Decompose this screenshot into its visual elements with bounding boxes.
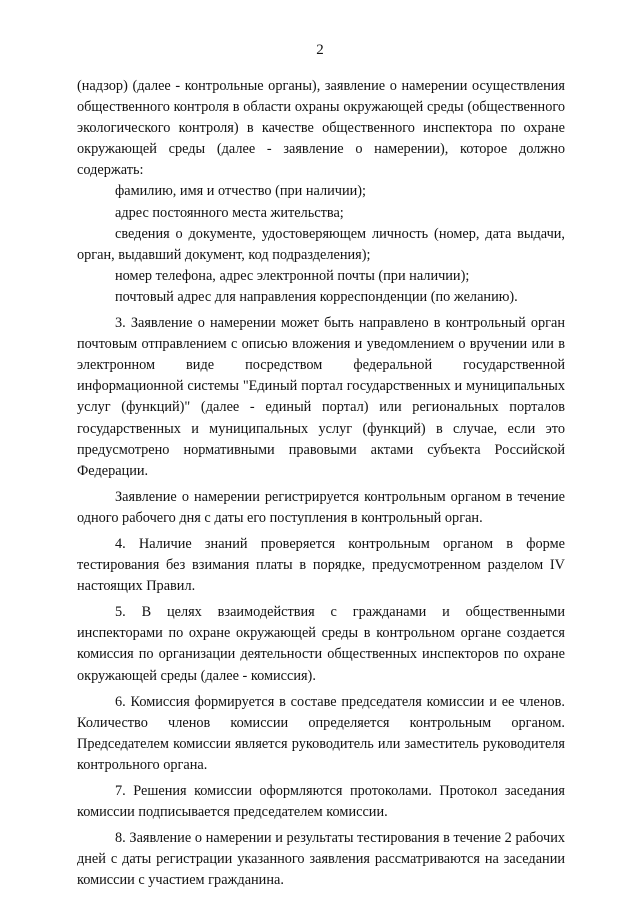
clause-6: 6. Комиссия формируется в составе председателя комиссии и ее членов. Количество членов комиссии определяется контрольным органом. Председателем комиссии является руководитель или заместитель руководителя контрольного органа. xyxy=(77,693,565,773)
page-number: 2 xyxy=(316,42,324,58)
clause-8: 8. Заявление о намерении и результаты тестирования в течение 2 рабочих дней с даты регистрации указанного заявления рассматриваются на заседании комиссии с участием гражданина. xyxy=(77,830,565,889)
clause-7: 7. Решения комиссии оформляются протоколами. Протокол заседания комиссии подписывается председателем комиссии. xyxy=(77,783,565,821)
list-item-full-name: фамилию, имя и отчество (при наличии); xyxy=(115,183,366,200)
list-item-postal-address: почтовый адрес для направления корреспонденции (по желанию). xyxy=(115,288,518,305)
document-body xyxy=(77,76,565,891)
list-item-residence-address: адрес постоянного места жительства; xyxy=(115,204,344,221)
list-item-identity-document: сведения о документе, удостоверяющем личность (номер, дата выдачи, орган, выдавший документ, код подразделения); xyxy=(77,225,565,263)
clause-3-registration: Заявление о намерении регистрируется контрольным органом в течение одного рабочего дня с даты его поступления в контрольный орган. xyxy=(77,488,565,526)
clause-5: 5. В целях взаимодействия с гражданами и общественными инспекторами по охране окружающей среды в контрольном органе создается комиссия по организации деятельности общественных инспекторов по охране окружающей среды (далее - комиссия). xyxy=(77,604,565,684)
paragraph-continuation: (надзор) (далее - контрольные органы), заявление о намерении осуществления общественного контроля в области охраны окружающей среды (общественного экологического контроля) в качестве общественного инспектора по охране окружающей среды (далее - заявление о намерении), которое должно содержать: xyxy=(77,78,565,179)
clause-4: 4. Наличие знаний проверяется контрольным органом в форме тестирования без взимания платы в порядке, предусмотренном разделом IV настоящих Правил. xyxy=(77,535,565,595)
clause-3: 3. Заявление о намерении может быть направлено в контрольный орган почтовым отправлением с описью вложения и уведомлением о вручении или в электронном виде посредством федеральной государственной информационной системы "Единый портал государственных и муниципальных услуг (функций)" (далее - единый портал) или региональных порталов государственных и муниципальных услуг (функций) в случае, если это предусмотрено нормативными правовыми актами субъекта Российской Федерации. xyxy=(77,315,565,479)
list-item-phone-email: номер телефона, адрес электронной почты (при наличии); xyxy=(115,267,470,284)
